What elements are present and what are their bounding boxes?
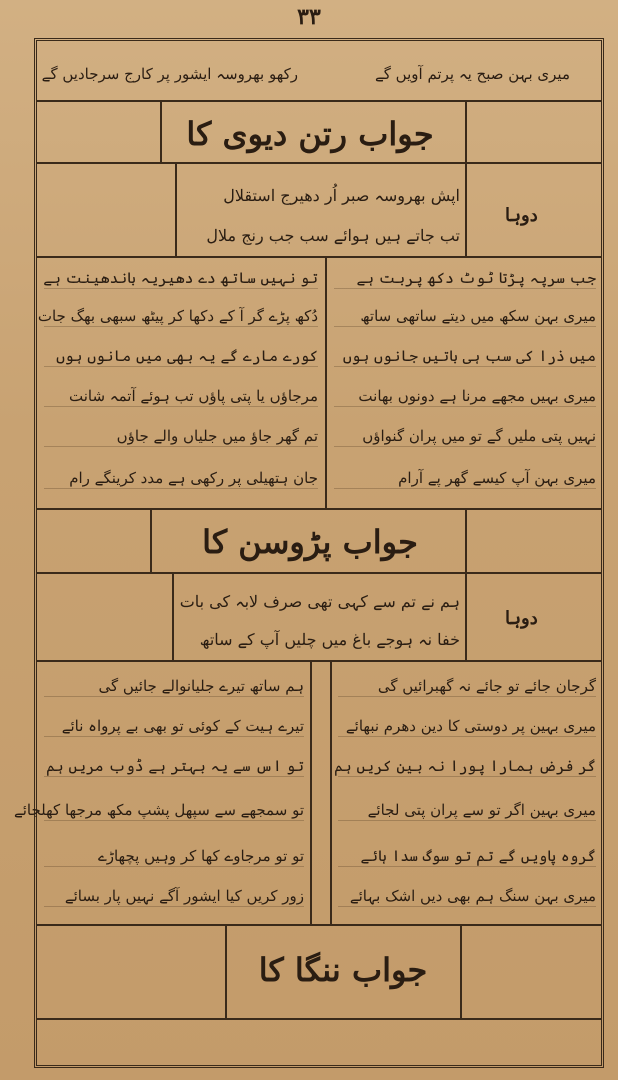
divider (460, 926, 462, 1018)
section2-title: جواب پڑوسن کا (202, 523, 418, 561)
verse-line: دُکھ پڑے گر آ کے دکھا کر پیٹھ سبھی بھگ جات (37, 307, 318, 325)
verse-line: نہیں پتی ملیں گے تو میں پران گنواؤں (334, 426, 596, 447)
verse-line: گرجان جائے تو جائے نہ گھبرائیں گی (338, 676, 596, 697)
section2-doha-line: ہم نے تم سے کہی تھی صرف لابہ کی بات (179, 592, 460, 611)
verse-line: میری بہیں مجھے مرنا ہے دونوں بھانت (334, 386, 596, 407)
section1-doha-line: تب جاتے ہیں ہوائے سب جب رنج ملال (206, 226, 460, 245)
divider (325, 258, 327, 508)
header-line-left: رکھو بھروسہ ایشور پر کارج سرجادیں گے (41, 65, 298, 83)
divider (465, 510, 467, 572)
divider (310, 662, 312, 924)
verse-line: تو اس سے یہ بہتر ہے ڈوب مریں ہم (44, 756, 304, 777)
divider (36, 924, 602, 926)
section3-title: جواب ننگا کا (258, 951, 428, 989)
divider (172, 574, 174, 660)
divider (36, 162, 602, 164)
verse-line: میری بہین پر دوستی کا دین دھرم نبھائے (338, 716, 596, 737)
verse-line: تیرے ہیت کے کوئی تو بھی بے پرواہ نائے (44, 716, 304, 737)
verse-line: تو سمجھے سے سپھل پشپ مکھ مرجھا کھلجائے (13, 801, 304, 819)
divider (465, 102, 467, 162)
divider (330, 662, 332, 924)
verse-line: کورے مارے گے یہ بھی میں مانوں ہوں (44, 346, 318, 367)
divider (465, 574, 467, 660)
verse-line: تم گھر جاؤ میں جلیاں والے جاؤں (44, 426, 318, 447)
verse-line: جان ہتھیلی پر رکھی ہے مدد کرینگے رام (44, 468, 318, 489)
verse-line: میری بہن سنگ ہم بھی دیں اشک بہائے (338, 886, 596, 907)
verse-line: مرجاؤں یا پتی پاؤں تب ہوئے آتمہ شانت (44, 386, 318, 407)
verse-line: تو تو مرجاوے کھا کر وہیں پچھاڑے (44, 846, 304, 867)
section1-title: جواب رتن دیوی کا (186, 115, 434, 153)
divider (36, 256, 602, 258)
verse-line: تو نہیں ساتھ دے دھیریہ باندھینت ہے (43, 269, 318, 287)
section2-doha-line: خفا نہ ہوجے باغ میں چلیں آپ کے ساتھ (199, 630, 460, 649)
divider (225, 926, 227, 1018)
section1-doha-line: اپش بھروسہ صبر اُر دھیرج استقلال (223, 186, 460, 205)
divider (465, 164, 467, 256)
divider (36, 572, 602, 574)
verse-line: میری بہن آپ کیسے گھر پے آرام (334, 468, 596, 489)
verse-line: گروہ پاویں گے تم تو سوگ سدا ہائے (338, 846, 596, 867)
divider (36, 100, 602, 102)
section2-doha-label: دوہا (505, 608, 538, 629)
verse-line: گر فرض ہمارا پورا نہ بین کریں ہم (334, 757, 596, 775)
section1-doha-label: دوہا (505, 205, 538, 226)
verse-line: جب سرپہ پڑتا ٹوٹ دکھ پربت ہے (334, 268, 596, 289)
page-number: ۳۳ (297, 4, 321, 30)
verse-line: میری بہن سکھ میں دیتے ساتھی ساتھ (334, 306, 596, 327)
divider (160, 102, 162, 162)
divider (36, 508, 602, 510)
verse-line: زور کریں کیا ایشور آگے نہیں پار بسائے (44, 886, 304, 907)
verse-line: میری بہین اگر تو سے پران پتی لجائے (338, 800, 596, 821)
divider (175, 164, 177, 256)
divider (36, 660, 602, 662)
divider (150, 510, 152, 572)
divider (36, 1018, 602, 1020)
verse-line: میں ذرا کی سب ہی باتیں جانوں ہوں (334, 346, 596, 367)
header-line-right: میری بہن صبح یہ پرتم آویں گے (374, 65, 570, 83)
verse-line: ہم ساتھ تیرے جلیانوالے جائیں گی (44, 676, 304, 697)
